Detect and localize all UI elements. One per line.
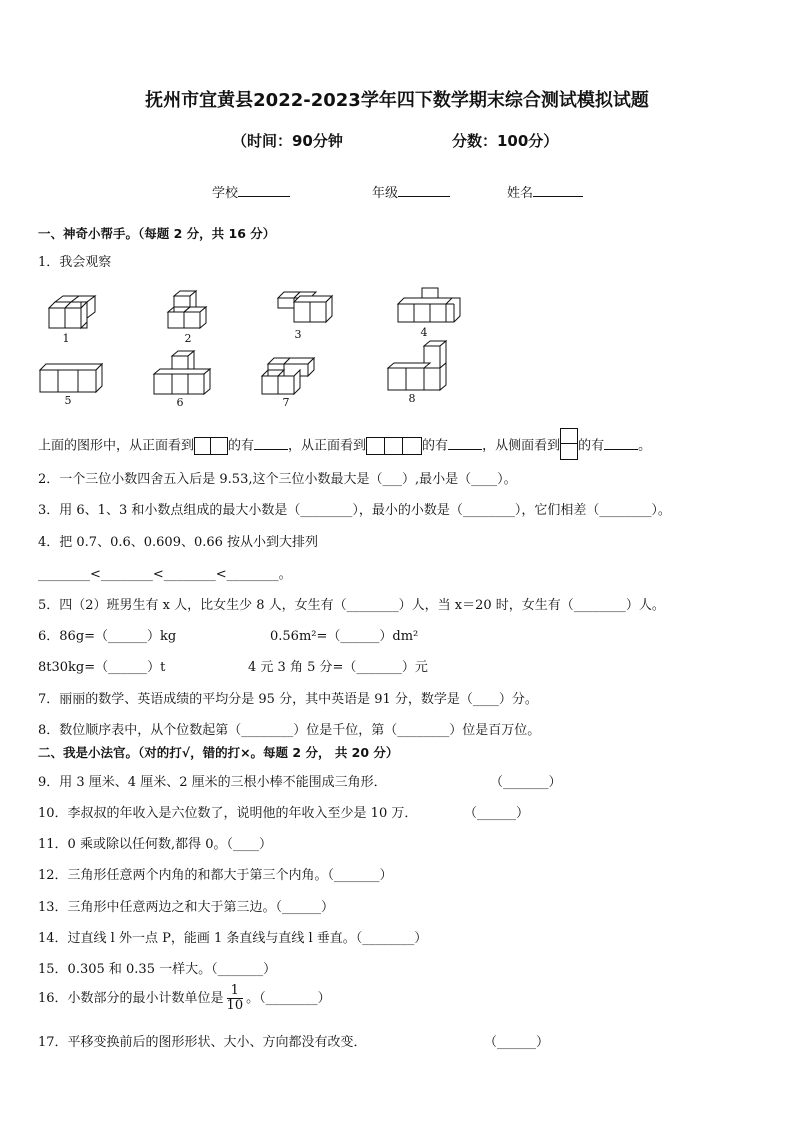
exam-time: （时间：90分钟 [232, 132, 343, 150]
view-three-squares-icon [366, 437, 422, 455]
question-17-answer[interactable]: （______） [484, 1035, 550, 1050]
school-label: 学校 [212, 186, 239, 201]
question-16 [38, 984, 331, 1013]
question-6a: 6．86g=（______）kg [38, 629, 177, 644]
page-title: 抚州市宜黄县2022-2023学年四下数学期末综合测试模拟试题 [145, 90, 649, 111]
figure-2 [166, 290, 214, 345]
question-15: 15．0.305 和 0.35 一样大。（_______） [38, 962, 277, 977]
figure-4-label: 4 [420, 326, 428, 339]
name-blank[interactable] [533, 184, 583, 197]
question-6b: 0.56m²=（______）dm² [270, 629, 419, 644]
question-10: 10．李叔叔的年收入是六位数了，说明他的年收入至少是 10 万． [38, 806, 418, 821]
view-side-column-icon [560, 428, 578, 460]
q1-blank-1[interactable] [254, 437, 288, 450]
question-11: 11．0 乘或除以任何数,都得 0。（____） [38, 837, 272, 852]
question-14: 14．过直线 l 外一点 P，能画 1 条直线与直线 l 垂直。（________） [38, 931, 428, 946]
question-8: 8．数位顺序表中，从个位数起第（________）位是千位，第（________）位是百万位。 [38, 723, 541, 738]
figure-1 [46, 294, 102, 345]
figure-8 [386, 340, 452, 405]
name-label: 姓名 [507, 186, 534, 201]
figure-3 [274, 290, 334, 341]
school-blank[interactable] [238, 184, 290, 197]
question-6d: 4 元 3 角 5 分=（_______）元 [248, 660, 428, 675]
fraction-one-tenth [227, 984, 244, 1013]
q1-part-b: 的有 [228, 438, 255, 454]
question-17: 17．平移变换前后的图形形状、大小、方向都没有改变． [38, 1035, 367, 1050]
question-3: 3．用 6、1、3 和小数点组成的最大小数是（________），最小的小数是（________），它们相差（________）。 [38, 503, 671, 518]
school-field[interactable] [212, 182, 290, 201]
figure-5 [36, 360, 106, 407]
figure-8-label: 8 [408, 392, 416, 405]
question-9: 9．用 3 厘米、4 厘米、2 厘米的三根小棒不能围成三角形． [38, 775, 387, 790]
fraction-numerator: 1 [227, 984, 244, 999]
question-1-text [38, 430, 651, 462]
question-4: 4．把 0.7、0.6、0.609、0.66 按从小到大排列 [38, 535, 319, 550]
figure-1-label: 1 [62, 332, 70, 345]
figure-6 [152, 350, 216, 409]
q1-part-d: 的有 [422, 438, 449, 454]
figure-3-label: 3 [294, 328, 302, 341]
figure-5-label: 5 [64, 394, 72, 407]
question-6c: 8t30kg=（______）t [38, 660, 166, 675]
figure-2-label: 2 [184, 332, 192, 345]
question-1-title: 1．我会观察 [38, 255, 112, 270]
figure-6-label: 6 [176, 396, 184, 409]
question-10-answer[interactable]: （______） [464, 806, 530, 821]
q1-part-g: 。 [638, 438, 652, 454]
q16-text: 16．小数部分的最小计数单位是 [38, 991, 224, 1006]
grade-field[interactable] [372, 182, 450, 201]
fraction-denominator: 10 [226, 998, 244, 1013]
question-12: 12．三角形任意两个内角的和都大于第三个内角。（_______） [38, 868, 393, 883]
q16-answer[interactable]: 。（________） [246, 991, 331, 1006]
q1-blank-3[interactable] [604, 437, 638, 450]
q1-part-c: ，从正面看到 [288, 438, 367, 454]
question-4-answer-line[interactable]: ________<________<________<________。 [38, 567, 292, 582]
section-2-title: 二、我是小法官。（对的打√，错的打×。每题 2 分， 共 20 分） [38, 745, 399, 760]
figure-7-label: 7 [282, 396, 290, 409]
grade-blank[interactable] [398, 184, 450, 197]
question-5: 5．四（2）班男生有 x 人，比女生少 8 人，女生有（________）人，当 x＝20 时，女生有（________）人。 [38, 598, 665, 613]
view-two-squares-icon [194, 437, 228, 455]
q1-part-f: 的有 [578, 438, 605, 454]
q1-blank-2[interactable] [448, 437, 482, 450]
name-field[interactable] [507, 182, 583, 201]
q1-part-e: ，从侧面看到 [482, 438, 561, 454]
question-13: 13．三角形中任意两边之和大于第三边。（______） [38, 900, 335, 915]
question-2: 2．一个三位小数四舍五入后是 9.53,这个三位小数最大是（___）,最小是（____）。 [38, 472, 517, 487]
figure-7 [258, 354, 318, 409]
q1-part-a: 上面的图形中，从正面看到 [38, 438, 195, 454]
question-7: 7．丽丽的数学、英语成绩的平均分是 95 分，其中英语是 91 分，数学是（____）分。 [38, 692, 538, 707]
question-9-answer[interactable]: （_______） [490, 775, 562, 790]
figure-4 [396, 286, 466, 339]
section-1-title: 一、神奇小帮手。（每题 2 分，共 16 分） [38, 226, 276, 241]
grade-label: 年级 [372, 186, 399, 201]
exam-score: 分数：100分） [452, 132, 559, 150]
